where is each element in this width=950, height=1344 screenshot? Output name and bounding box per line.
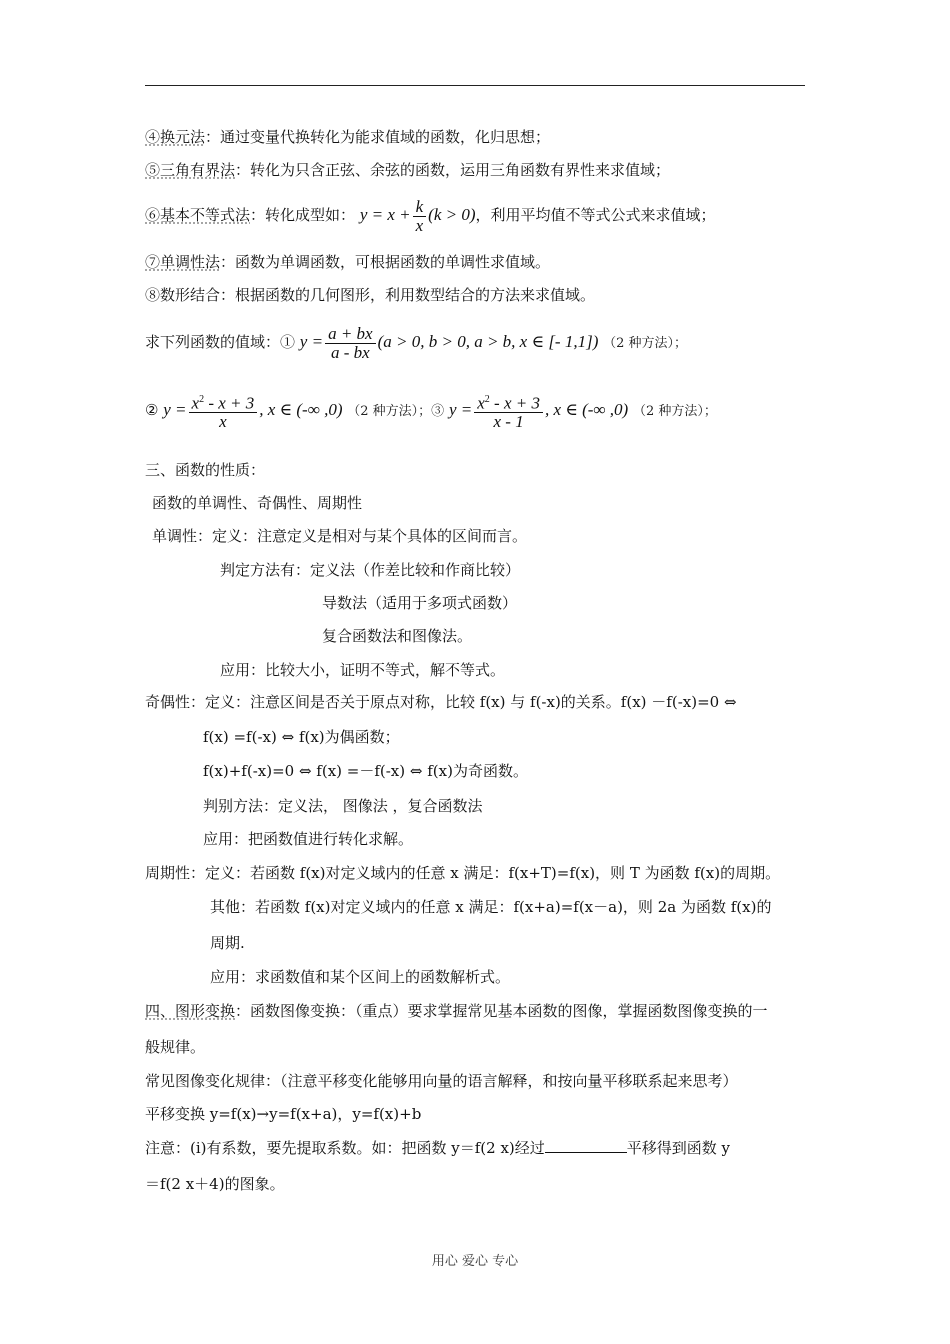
method-4-name: ④换元法 [145,128,206,146]
transform-line-2: 般规律。 [145,1038,206,1056]
method-8-desc: ：根据函数的几何图形，利用数型结合的方法来求值域。 [220,286,596,304]
transform-line-5-post: 平移得到函数 y [626,1139,731,1157]
exercise-intro: 求下列函数的值域：① [145,333,296,351]
exercise-f2-fraction [189,391,258,432]
answer-blank[interactable] [545,1138,627,1153]
monotonicity-definition: 单调性：定义：注意定义是相对与某个具体的区间而言。 [152,527,528,545]
exercise-f2-den: x [219,412,227,432]
transform-line-3: 常见图像变化规律：（注意平移变化能够用向量的语言解释，和按向量平移联系起来思考） [145,1072,738,1090]
exercise-f1-den: a - bx [330,342,370,362]
method-7 [145,252,550,272]
method-6-formula-cond: (k > 0) [428,205,476,224]
transform-line-6: ＝f(2 x＋4)的图象。 [145,1175,285,1193]
properties-heading: 三、函数的性质： [145,461,266,479]
transform-line-5-pre: 注意：(ⅰ)有系数，要先提取系数。如：把函数 y＝f(2 x)经过 [145,1139,545,1157]
period-apply: 应用：求函数值和某个区间上的函数解析式。 [210,968,511,986]
exercise-f2-cond: , x ∈ (-∞ ,0) [259,400,343,419]
monotonicity-apply: 应用：比较大小，证明不等式，解不等式。 [220,661,506,679]
method-5-desc: ：转化为只含正弦、余弦的函数，运用三角函数有界性来求值域； [235,161,671,179]
method-5 [145,160,670,180]
exercise-f3-cond: , x ∈ (-∞ ,0) [544,400,629,419]
transform-line-1-rest: ：函数图像变换：（重点）要求掌握常见基本函数的图像，掌握函数图像变换的一 [235,1002,768,1020]
method-4 [145,127,550,147]
exercise-f2-mark: ② [145,401,159,419]
monotonicity-judge-2: 导数法（适用于多项式函数） [322,594,518,612]
method-8-name: ⑧数形结合 [145,286,221,304]
exercise-f1-cond: (a > 0, b > 0, a > b, x ∈ [- 1,1]) [377,332,599,351]
exercise-f3-num: $x^2 - x + 3$ [474,391,543,414]
method-6-formula-lhs: y = x + [359,205,411,224]
transform-heading: 四、图形变换 [145,1002,236,1020]
method-6-desc-pre: ：转化成型如： [250,206,356,224]
properties-subheading: 函数的单调性、奇偶性、周期性 [152,494,363,512]
method-6-name: ⑥基本不等式法 [145,206,251,224]
parity-odd: f(x)+f(-x)=0 ⇔ f(x) =－f(-x) ⇔ f(x)为奇函数。 [203,762,528,780]
transform-line-5 [145,1138,730,1158]
monotonicity-judge-3: 复合函数法和图像法。 [322,627,473,645]
method-6 [145,195,716,235]
exercise-line-1 [145,320,687,366]
exercise-f2-lhs: y = [163,400,187,419]
method-6-fraction [413,198,427,235]
exercise-f3-lhs: y = [448,400,473,419]
exercise-f3-fraction [474,391,543,432]
period-definition: 周期性：定义：若函数 f(x)对定义域内的任意 x 满足：f(x+T)=f(x)，则 T 为函数 f(x)的周期。 [145,864,781,882]
page-footer: 用心 爱心 专心 [431,1254,519,1269]
period-other-2: 周期. [210,934,245,952]
method-4-desc: ：通过变量代换转化为能求值域的函数，化归思想； [205,128,551,146]
exercise-f2-num: $x^2 - x + 3$ [189,391,258,414]
exercise-f3-den: x - 1 [493,412,524,432]
exercise-f3-note: （2 种方法）； [632,404,717,419]
method-6-frac-den: x [415,215,424,235]
period-other-1: 其他：若函数 f(x)对定义域内的任意 x 满足：f(x+a)=f(x－a)，则 2a 为函数 f(x)的 [210,898,772,916]
parity-apply: 应用：把函数值进行转化求解。 [203,830,414,848]
transform-line-4: 平移变换 y=f(x)→y=f(x+a)，y=f(x)+b [145,1105,422,1123]
exercise-f1-num: a + bx [325,325,376,344]
exercise-line-2 [145,388,717,434]
exercise-f1-fraction [325,325,376,362]
exercise-f2-note: （2 种方法）；③ [347,404,445,419]
method-7-name: ⑦单调性法 [145,253,221,271]
parity-even: f(x) =f(-x) ⇔ f(x)为偶函数； [203,728,400,746]
parity-judge: 判别方法：定义法， 图像法 ，复合函数法 [203,797,483,815]
monotonicity-judge-1: 判定方法有：定义法（作差比较和作商比较） [220,561,521,579]
method-8 [145,285,595,305]
header-rule [145,85,805,86]
parity-definition: 奇偶性：定义：注意区间是否关于原点对称，比较 f(x) 与 f(-x)的关系。f(x) －f(-x)=0 ⇔ [145,693,737,711]
transform-line-1 [145,1001,768,1021]
exercise-f1-note: （2 种方法）； [603,336,688,351]
method-5-name: ⑤三角有界法 [145,161,236,179]
method-7-desc: ：函数为单调函数，可根据函数的单调性求值域。 [220,253,551,271]
method-6-desc-post: ，利用平均值不等式公式来求值域； [475,206,716,224]
exercise-f1-lhs: y = [299,332,324,351]
method-6-frac-num: k [413,198,427,217]
